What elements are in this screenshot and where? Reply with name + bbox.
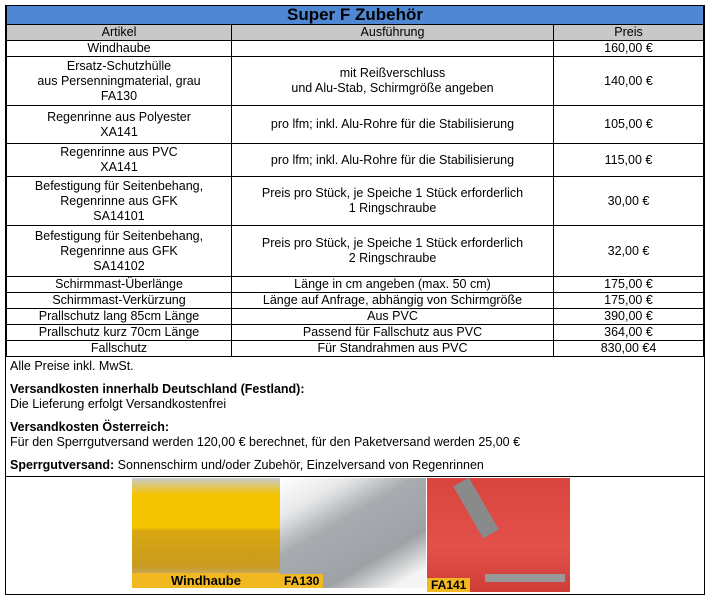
price-table-document: [5, 5, 705, 595]
table-row: [7, 57, 704, 106]
preis-cell: 390,00 €: [554, 309, 704, 325]
artikel-line: Regenrinne aus PVC: [60, 145, 178, 159]
ausfuehrung-line: 1 Ringschraube: [348, 201, 437, 215]
sperrgut-heading: Sperrgutversand:: [10, 458, 115, 472]
artikel-cell: [7, 341, 232, 357]
artikel-line: Schirmmast-Verkürzung: [52, 293, 186, 307]
ausfuehrung-line: Länge in cm angeben (max. 50 cm): [294, 277, 491, 291]
table-row: [7, 293, 704, 309]
artikel-cell: [7, 41, 232, 57]
table-row: [7, 41, 704, 57]
at-shipping-heading: Versandkosten Österreich:: [10, 420, 170, 434]
artikel-line: SA14102: [93, 258, 145, 273]
ausfuehrung-line: Länge auf Anfrage, abhängig von Schirmgröße: [262, 293, 523, 307]
preis-cell: 830,00 €4: [554, 341, 704, 357]
ausfuehrung-cell: [232, 177, 554, 226]
preis-cell: 140,00 €: [554, 57, 704, 106]
artikel-cell: [7, 293, 232, 309]
preis-cell: 30,00 €: [554, 177, 704, 226]
table-row: [7, 341, 704, 357]
artikel-line: Fallschutz: [90, 341, 148, 355]
ausfuehrung-cell: [232, 226, 554, 277]
preis-cell: 175,00 €: [554, 293, 704, 309]
fa130-image: [280, 478, 426, 588]
product-images: [6, 476, 704, 594]
preis-cell: 175,00 €: [554, 277, 704, 293]
price-table: [6, 6, 704, 357]
fa141-image: [427, 478, 570, 592]
header-artikel: Artikel: [7, 25, 232, 41]
artikel-cell: [7, 57, 232, 106]
ausfuehrung-line: mit Reißverschluss: [339, 66, 446, 80]
table-row: [7, 277, 704, 293]
artikel-cell: [7, 177, 232, 226]
artikel-line: Ersatz-Schutzhülle: [66, 58, 172, 73]
artikel-line: Befestigung für Seitenbehang,: [34, 228, 204, 243]
ausfuehrung-cell: [232, 57, 554, 106]
ausfuehrung-line: und Alu-Stab, Schirmgröße angeben: [291, 81, 494, 95]
ausfuehrung-line: Preis pro Stück, je Speiche 1 Stück erforderlich: [261, 186, 524, 200]
artikel-cell: [7, 309, 232, 325]
ausfuehrung-cell: [232, 41, 554, 57]
artikel-line: Regenrinne aus GFK: [60, 243, 178, 258]
ausfuehrung-cell: [232, 341, 554, 357]
artikel-cell: [7, 277, 232, 293]
artikel-cell: [7, 106, 232, 144]
ausfuehrung-cell: [232, 309, 554, 325]
header-preis: Preis: [554, 25, 704, 41]
mwst-note: Alle Preise inkl. MwSt.: [10, 359, 134, 373]
ausfuehrung-line: pro lfm; inkl. Alu-Rohre für die Stabilisierung: [270, 152, 515, 167]
preis-cell: 105,00 €: [554, 106, 704, 144]
de-shipping-text: Die Lieferung erfolgt Versandkostenfrei: [10, 397, 227, 411]
ausfuehrung-line: Aus PVC: [367, 309, 418, 323]
artikel-line: Prallschutz lang 85cm Länge: [38, 309, 200, 323]
ausfuehrung-line: Für Standrahmen aus PVC: [317, 341, 468, 355]
at-shipping-text: Für den Sperrgutversand werden 120,00 € berechnet, für den Paketversand werden 25,00 €: [10, 435, 521, 449]
artikel-line: XA141: [100, 124, 138, 139]
fa141-label: FA141: [427, 578, 470, 592]
ausfuehrung-cell: [232, 325, 554, 341]
table-row: [7, 144, 704, 177]
preis-cell: 364,00 €: [554, 325, 704, 341]
ausfuehrung-cell: [232, 277, 554, 293]
artikel-line: Regenrinne aus GFK: [60, 193, 178, 208]
table-row: [7, 177, 704, 226]
artikel-line: SA14101: [93, 208, 145, 223]
artikel-line: Schirmmast-Überlänge: [55, 277, 183, 291]
artikel-line: FA130: [100, 88, 138, 103]
artikel-cell: [7, 144, 232, 177]
table-title: Super F Zubehör: [7, 6, 704, 25]
ausfuehrung-line: Preis pro Stück, je Speiche 1 Stück erforderlich: [261, 236, 524, 250]
ausfuehrung-line: Passend für Fallschutz aus PVC: [302, 325, 483, 339]
ausfuehrung-cell: [232, 293, 554, 309]
sperrgut-text: Sonnenschirm und/oder Zubehör, Einzelversand von Regenrinnen: [114, 458, 484, 472]
preis-cell: 32,00 €: [554, 226, 704, 277]
de-shipping-heading: Versandkosten innerhalb Deutschland (Festland):: [10, 382, 305, 396]
preis-cell: 115,00 €: [554, 144, 704, 177]
table-row: [7, 106, 704, 144]
windhaube-image: [132, 478, 280, 588]
artikel-cell: [7, 325, 232, 341]
artikel-line: aus Persenningmaterial, grau: [37, 73, 201, 88]
ausfuehrung-line: 2 Ringschraube: [348, 251, 437, 265]
preis-cell: 160,00 €: [554, 41, 704, 57]
ausfuehrung-cell: [232, 106, 554, 144]
table-row: [7, 325, 704, 341]
artikel-line: Prallschutz kurz 70cm Länge: [38, 325, 200, 339]
table-row: [7, 309, 704, 325]
notes: [6, 357, 704, 473]
ausfuehrung-line: pro lfm; inkl. Alu-Rohre für die Stabilisierung: [270, 117, 515, 131]
fa130-label: FA130: [280, 574, 323, 588]
header-ausfuehrung: Ausführung: [232, 25, 554, 41]
windhaube-label: Windhaube: [132, 573, 280, 588]
ausfuehrung-cell: [232, 144, 554, 177]
table-row: [7, 226, 704, 277]
artikel-line: XA141: [100, 160, 138, 174]
artikel-cell: [7, 226, 232, 277]
artikel-line: Befestigung für Seitenbehang,: [34, 178, 204, 193]
artikel-line: Windhaube: [87, 41, 151, 55]
artikel-line: Regenrinne aus Polyester: [47, 109, 191, 124]
